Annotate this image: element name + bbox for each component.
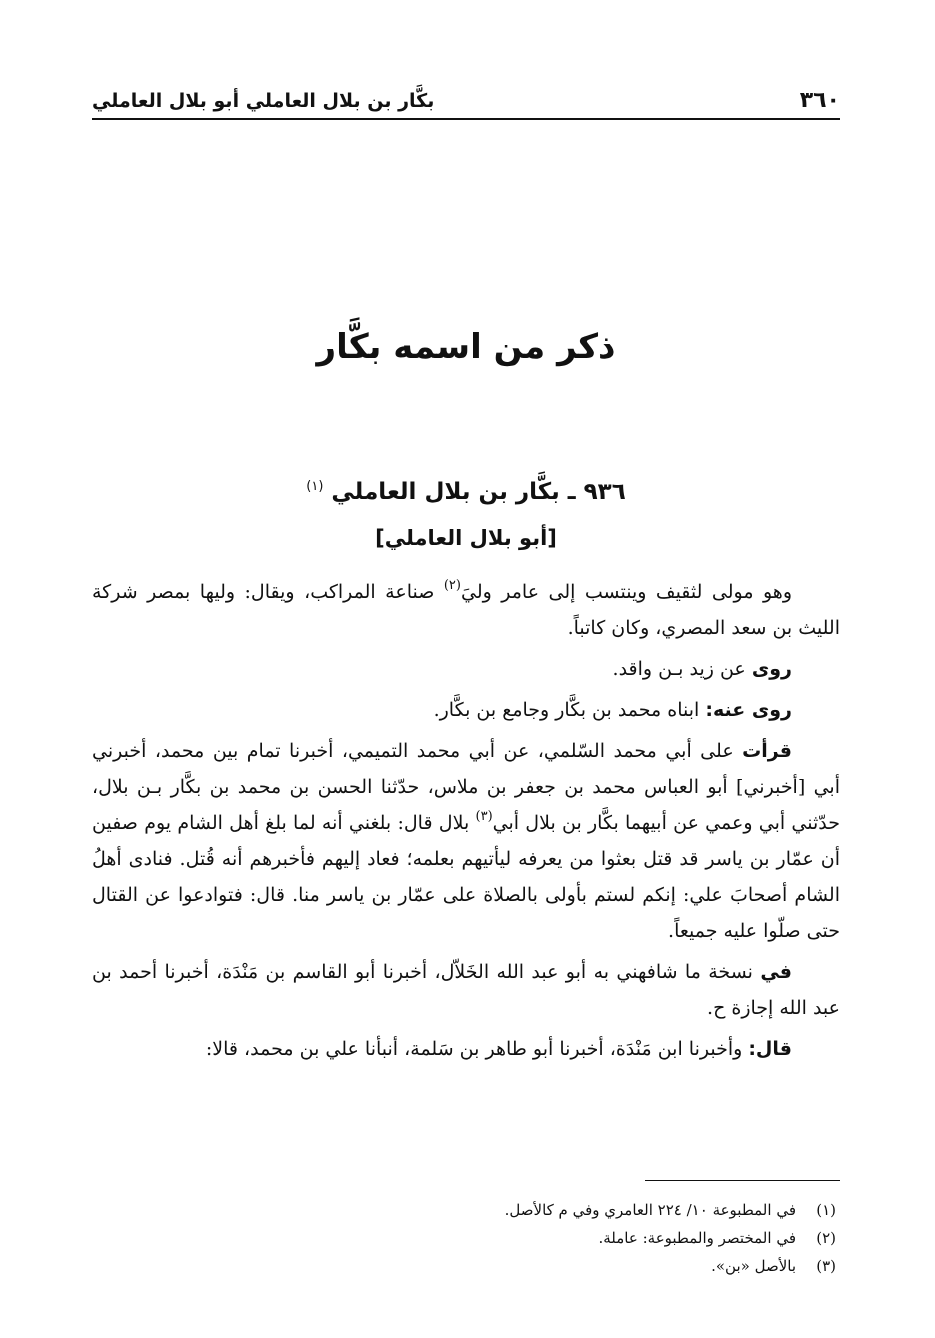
paragraph-text: ابناه محمد بن بكَّار وجامع بن بكَّار. (433, 699, 700, 721)
paragraph-text: وهو مولى لثقيف وينتسب إلى عامر وليَ (460, 581, 792, 603)
paragraph-label: روى عنه: (705, 699, 792, 721)
entry-title (92, 472, 840, 512)
paragraph (92, 954, 840, 1026)
footnote (92, 1196, 840, 1224)
paragraph-text: وأخبرنا ابن مَنْدَة، أخبرنا أبو طاهر بن سَلمة، أنبأنا علي بن محمد، قالا: (205, 1038, 743, 1060)
paragraph (92, 574, 840, 646)
footnote-number: (٢) (816, 1229, 836, 1247)
entry-number-title: ٩٣٦ ـ بكَّار بن بلال العاملي (331, 479, 626, 505)
footnote-ref[interactable]: (٢) (443, 578, 461, 593)
footnote-text: في المختصر والمطبوعة: عاملة. (598, 1229, 796, 1247)
page-number: ٣٦٠ (799, 88, 840, 113)
running-header (92, 82, 840, 116)
paragraph-label: قرأت (742, 740, 792, 762)
footnote-text: في المطبوعة ١٠/ ٢٢٤ العامري وفي م كالأصل. (504, 1201, 796, 1219)
footnote-number: (٣) (816, 1257, 836, 1275)
paragraph-label: في (760, 961, 792, 983)
body-text (92, 574, 840, 1072)
footnote (92, 1224, 840, 1252)
paragraph-label: قال: (748, 1038, 792, 1060)
footnote-rule (645, 1180, 840, 1181)
footnote (92, 1252, 840, 1280)
entry-subtitle: [أبو بلال العاملي] (375, 526, 557, 550)
footnotes (92, 1196, 840, 1280)
paragraph (92, 692, 840, 728)
paragraph (92, 651, 840, 687)
header-rule (92, 118, 840, 120)
paragraph (92, 1031, 840, 1067)
footnote-ref[interactable]: (٣) (475, 809, 493, 824)
paragraph-label: روى (751, 658, 792, 680)
paragraph-text: صناعة المراكب، ويقال: وليها بمصر شركة الليث بن سعد المصري، وكان كاتباً. (92, 581, 840, 639)
section-title: ذكر من اسمه بكَّار (316, 327, 616, 367)
footnote-ref[interactable]: (١) (306, 479, 324, 494)
paragraph-text: على أبي محمد السّلمي، عن أبي محمد التميمي، أخبرنا تمام بين محمد، أخبرني أبي [أخبرني] أبو العباس محمد بن جعفر بن ملاس، حدّثنا الحسن بن محمد بن بكَّار بـن بلال، حدّثني أبي وعمي عن أبيهما بكَّار بن بلال أبي (92, 740, 840, 834)
paragraph-text: عن زيد بـن واقد. (612, 658, 746, 680)
paragraph-text: نسخة ما شافهني به أبو عبد الله الخَلاّل، أخبرنا أبو القاسم بن مَنْدَة، أخبرنا أحمد بن عبد الله إجازة ح. (92, 961, 840, 1019)
running-title: بكَّار بن بلال العاملي أبو بلال العاملي (92, 90, 435, 112)
paragraph-text: بلال قال: بلغني أنه لما بلغ أهل الشام يوم صفين أن عمّار بن ياسر قد قتل بعثوا من يعرفه ليأتيهم بعلمه؛ فعاد إليهم فأخبرهم أنه قُتل. فنادى أهلُ الشام أصحابَ علي: إنكم لستم بأولى بالصلاة على عمّار بن ياسر منا. قال: فتوادعوا عن القتال حتى صلّوا عليه جميعاً. (92, 812, 840, 942)
footnote-text: بالأصل «بن». (711, 1257, 796, 1275)
paragraph (92, 733, 840, 949)
footnote-number: (١) (816, 1201, 836, 1219)
